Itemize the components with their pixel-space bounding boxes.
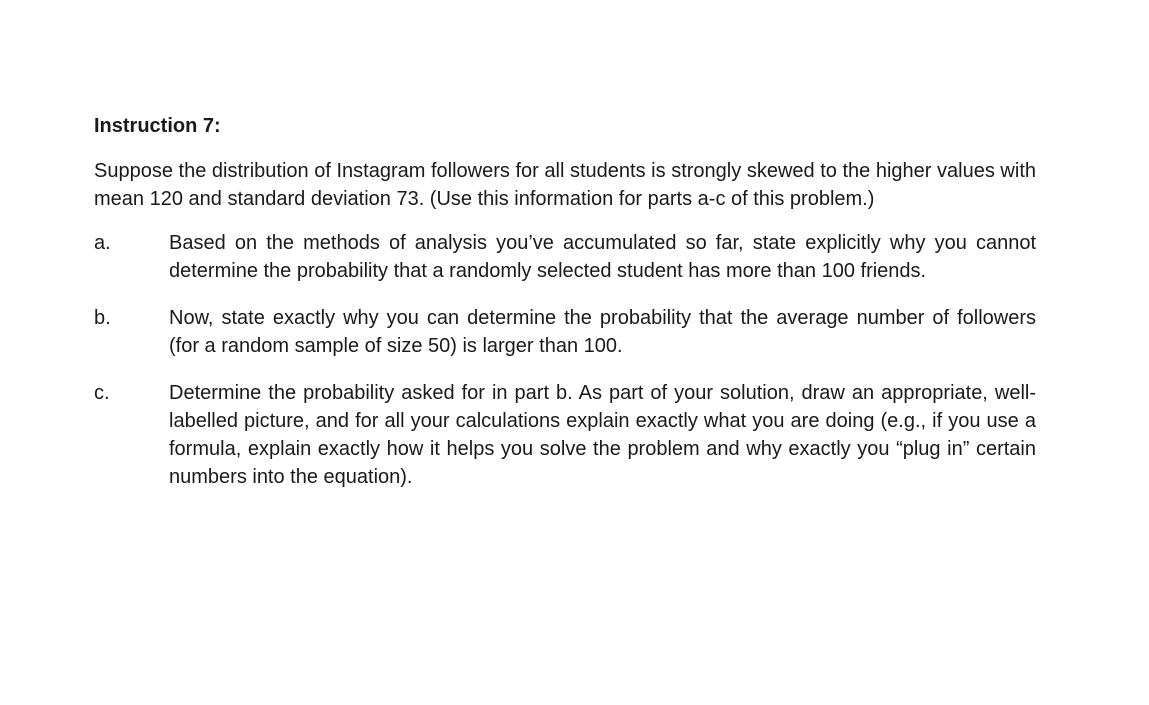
document-page (94, 113, 1036, 510)
instruction-heading: Instruction 7: (94, 115, 221, 137)
part-a (94, 229, 1036, 285)
part-b-text: Now, state exactly why you can determine the probability that the average number of followers (for a random sample of size 50) is larger than 100. (169, 307, 1036, 357)
part-b (94, 304, 1036, 360)
part-c-text: Determine the probability asked for in part b. As part of your solution, draw an appropriate, well-labelled picture, and for all your calculations explain exactly what you are doing (e.g., if you use a formula, explain exactly how it helps you solve the problem and why exactly you “plug in” certain numbers into the equation). (169, 382, 1036, 488)
part-c (94, 379, 1036, 491)
intro-paragraph: Suppose the distribution of Instagram followers for all students is strongly skewed to the higher values with mean 120 and standard deviation 73. (Use this information for parts a-c of this problem.) (94, 160, 1036, 210)
part-b-letter: b. (94, 307, 111, 329)
part-a-text: Based on the methods of analysis you’ve accumulated so far, state explicitly why you cannot determine the probability that a randomly selected student has more than 100 friends. (169, 232, 1036, 282)
part-c-letter: c. (94, 382, 110, 404)
part-a-letter: a. (94, 232, 111, 254)
